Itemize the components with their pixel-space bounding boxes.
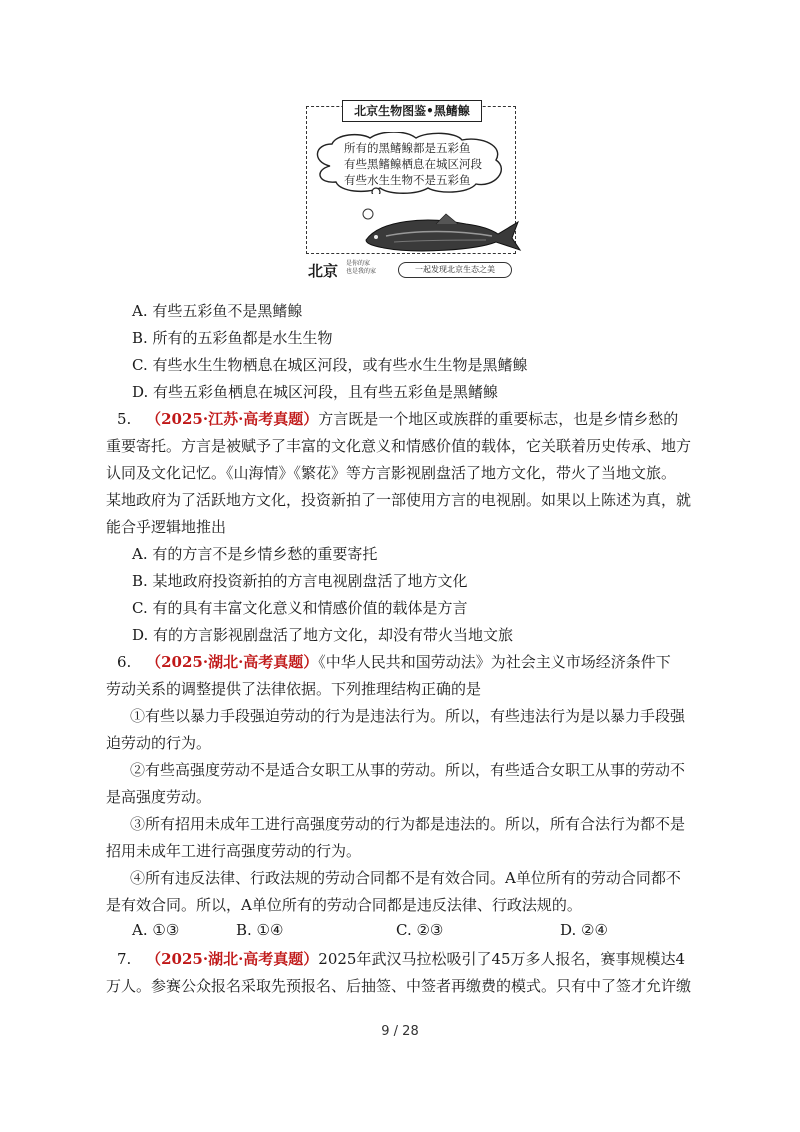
option-a: A. ①③ (132, 921, 180, 939)
option-d: D. 有的方言影视剧盘活了地方文化，却没有带火当地文旅 (132, 626, 514, 644)
beijing-logo: 北京 (308, 262, 339, 280)
question-number: 7. (117, 950, 132, 968)
option-c: C. 有的具有丰富文化意义和情感价值的载体是方言 (132, 599, 468, 617)
statement-2: ②有些高强度劳动不是适合女职工从事的劳动。所以，有些适合女职工从事的劳动不 (130, 761, 686, 779)
thought-line: 有些水生生物不是五彩鱼 (344, 173, 471, 187)
answer-options (132, 921, 608, 939)
beijing-slogan (346, 260, 376, 276)
question-text: 2025年武汉马拉松吸引了45万多人报名，赛事规模达4 (318, 950, 686, 968)
fish-illustration (306, 100, 518, 282)
question-source: （2025·湖北·高考真题） (146, 950, 319, 968)
question-number: 5. (117, 410, 132, 428)
statement-4-cont: 是有效合同。所以，A单位所有的劳动合同都是违反法律、行政法规的。 (106, 896, 582, 914)
question-text: 万人。参赛公众报名采取先预报名、后抽签、中签者再缴费的模式。只有中了签才允许缴 (106, 977, 692, 995)
thought-line: 所有的黑鳍鳈都是五彩鱼 (344, 141, 471, 155)
option-a: A. 有些五彩鱼不是黑鳍鳈 (132, 302, 303, 320)
statement-4: ④所有违反法律、行政法规的劳动合同都不是有效合同。A单位所有的劳动合同都不 (130, 869, 681, 887)
thought-bubble (372, 188, 380, 194)
question-text: 某地政府为了活跃地方文化，投资新拍了一部使用方言的电视剧。如果以上陈述为真，就 (106, 491, 692, 509)
figure-title: 北京生物图鉴•黑鳍鳈 (342, 100, 482, 122)
question-text: 能合乎逻辑地推出 (106, 518, 227, 536)
statement-1-cont: 迫劳动的行为。 (106, 734, 212, 752)
question-7 (117, 948, 685, 969)
question-text: 方言既是一个地区或族群的重要标志，也是乡情乡愁的 (318, 410, 679, 428)
option-c: C. ②③ (396, 921, 444, 939)
question-text: 认同及文化记忆。《山海情》《繁花》等方言影视剧盘活了地方文化，带火了当地文旅。 (106, 464, 677, 482)
statement-3-cont: 招用未成年工进行高强度劳动的行为。 (106, 842, 362, 860)
option-a: A. 有的方言不是乡情乡愁的重要寄托 (132, 545, 378, 563)
question-source: （2025·湖北·高考真题） (146, 653, 319, 671)
slogan-line: 是你的家 (346, 260, 371, 267)
slogan-line: 也是我的家 (346, 268, 377, 275)
campaign-badge: 一起发现北京生态之美 (398, 262, 512, 278)
fish-icon (346, 204, 522, 256)
question-text: 重要寄托。方言是被赋予了丰富的文化意义和情感价值的载体，它关联着历史传承、地方 (106, 437, 692, 455)
question-5 (117, 408, 678, 429)
question-6 (117, 651, 671, 672)
question-text: 劳动关系的调整提供了法律依据。下列推理结构正确的是 (106, 680, 482, 698)
option-c: C. 有些水生生物栖息在城区河段，或有些水生生物是黑鳍鳈 (132, 356, 528, 374)
thought-line: 有些黑鳍鳈栖息在城区河段 (344, 157, 482, 171)
option-b: B. 所有的五彩鱼都是水生生物 (132, 329, 333, 347)
question-number: 6. (117, 653, 132, 671)
option-d: D. 有些五彩鱼栖息在城区河段，且有些五彩鱼是黑鳍鳈 (132, 383, 499, 401)
page-number: 9 / 28 (381, 1024, 419, 1039)
statement-3: ③所有招用未成年工进行高强度劳动的行为都是违法的。所以，所有合法行为都不是 (130, 815, 686, 833)
question-source: （2025·江苏·高考真题） (146, 410, 319, 428)
option-d: D. ②④ (560, 921, 608, 939)
question-text: 《中华人民共和国劳动法》为社会主义市场经济条件下 (318, 653, 671, 671)
statement-1: ①有些以暴力手段强迫劳动的行为是违法行为。所以，有些违法行为是以暴力手段强 (130, 707, 686, 725)
statement-2-cont: 是高强度劳动。 (106, 788, 212, 806)
thought-text (344, 140, 484, 188)
option-b: B. 某地政府投资新拍的方言电视剧盘活了地方文化 (132, 572, 468, 590)
option-b: B. ①④ (236, 921, 284, 939)
